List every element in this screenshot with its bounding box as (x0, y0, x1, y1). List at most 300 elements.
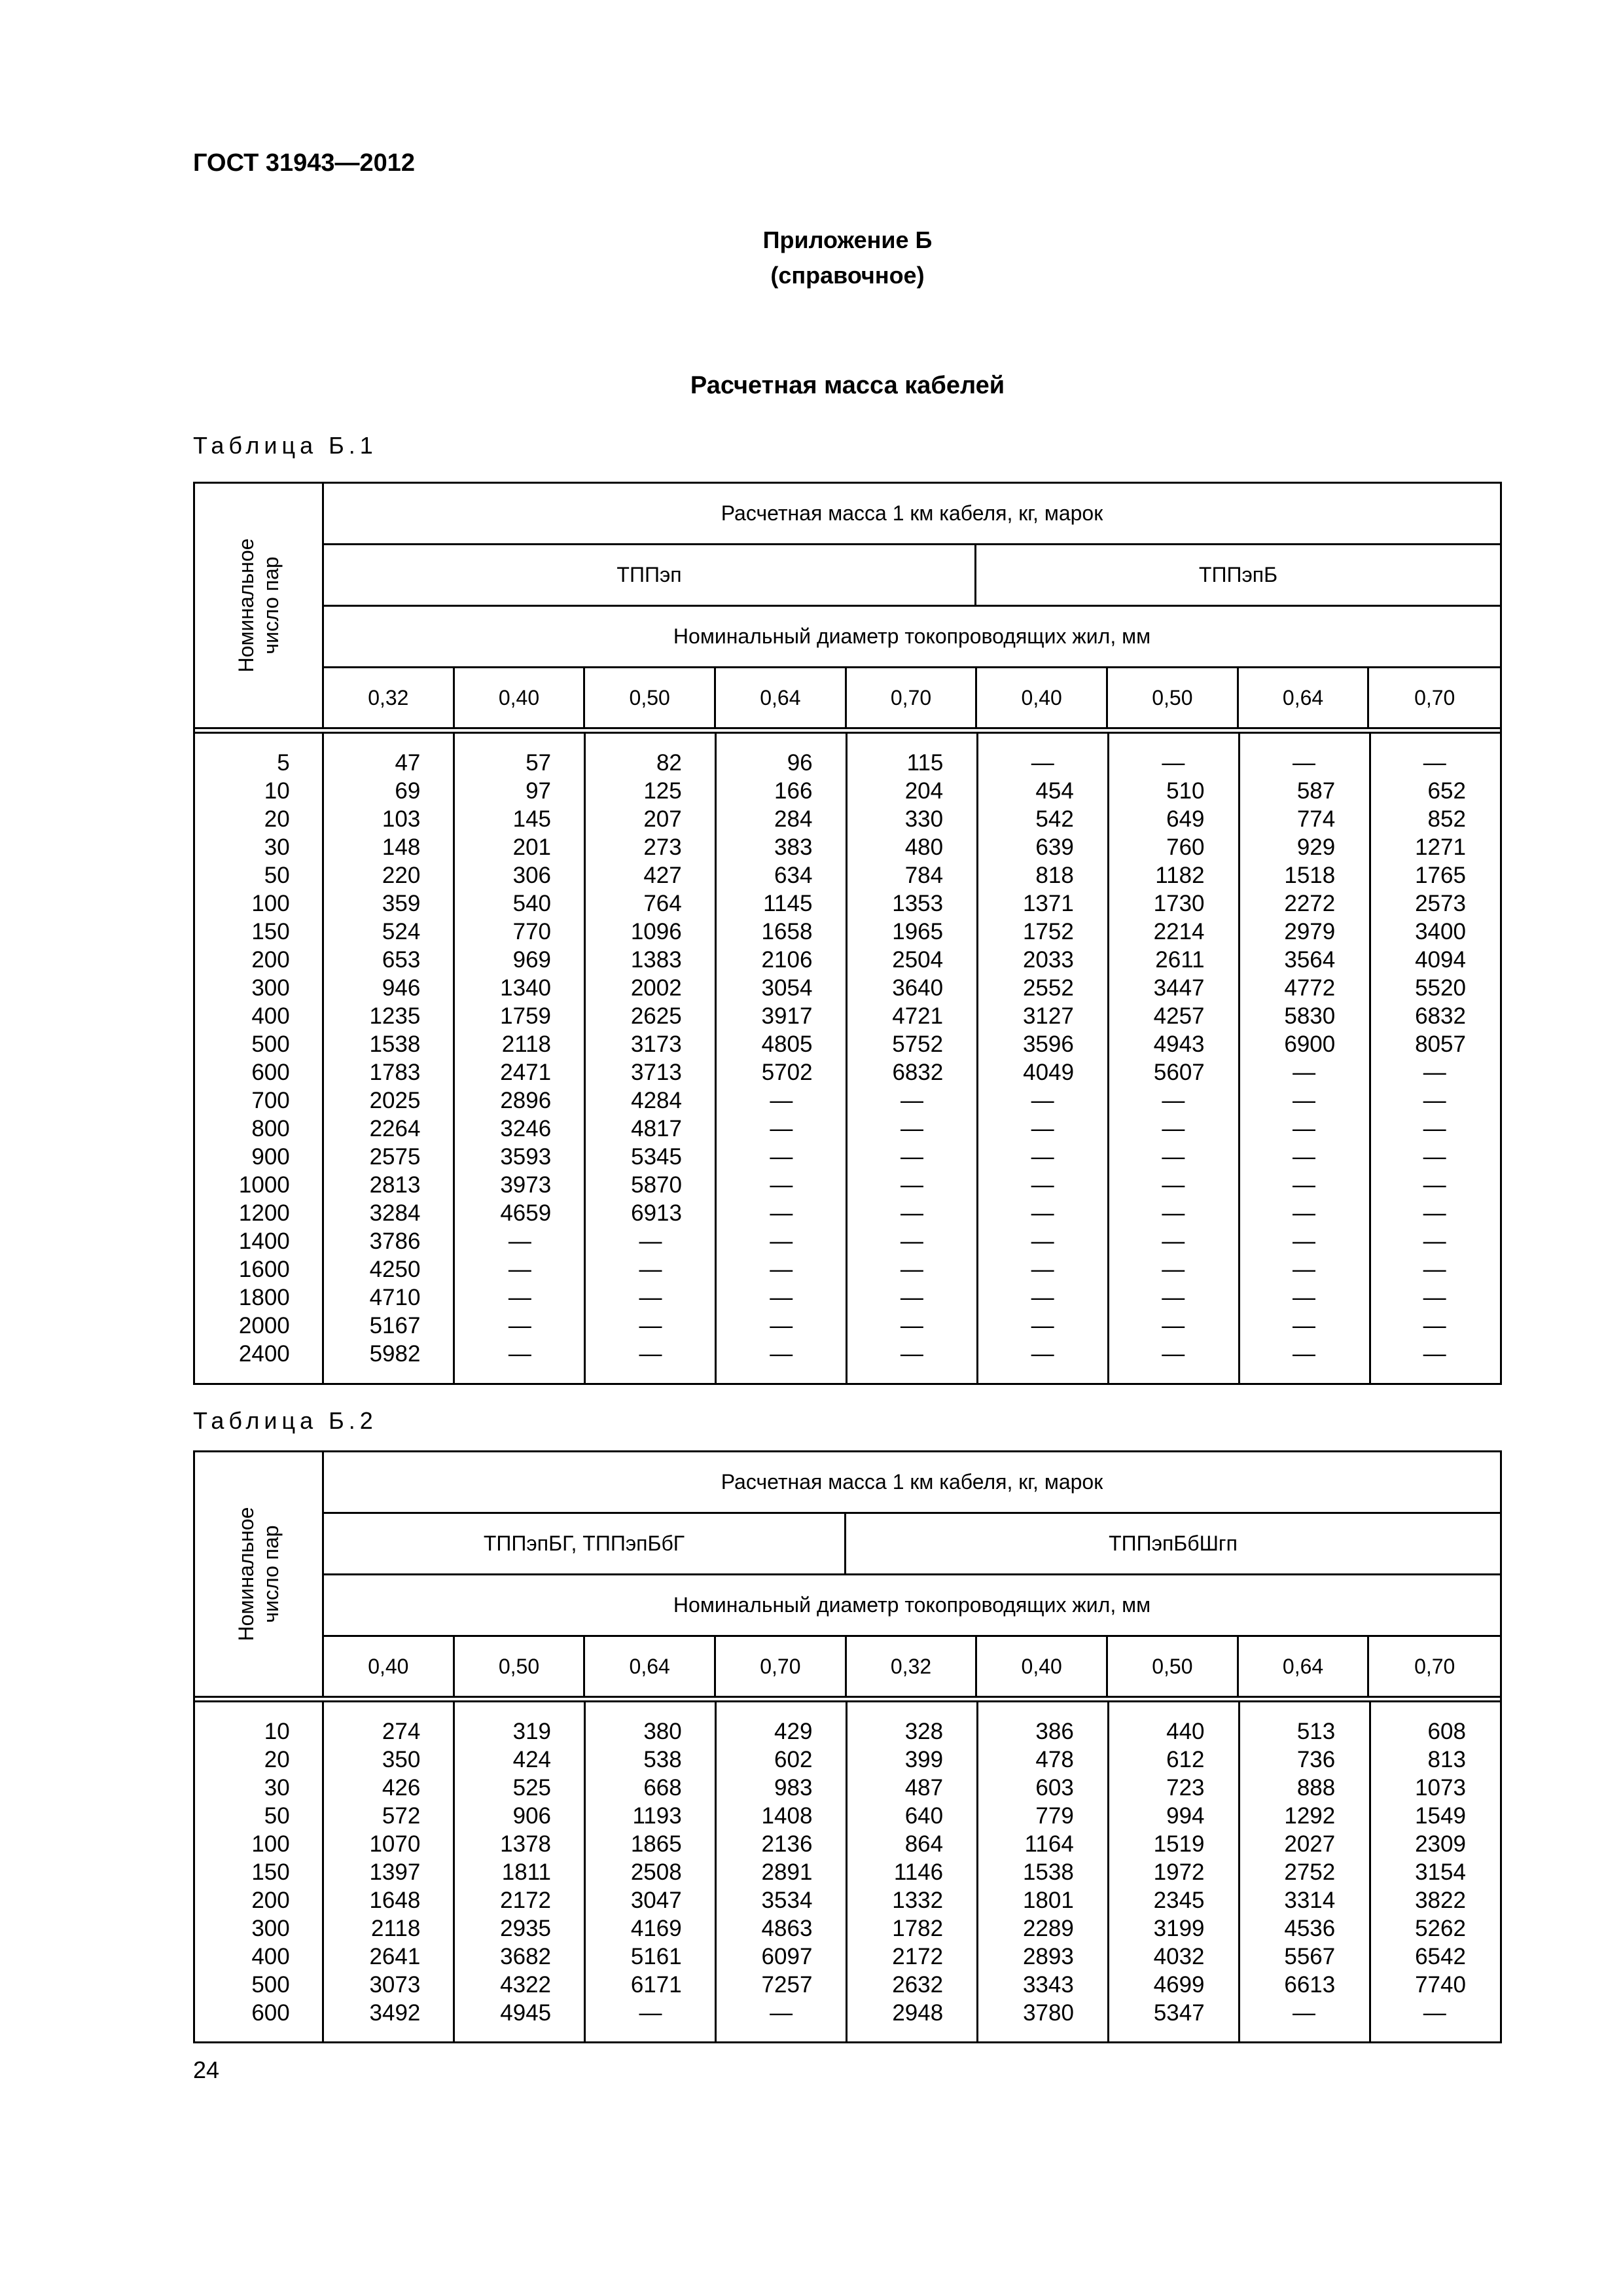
mass-cell: — (900, 1257, 923, 1282)
mass-cell: 4322 (500, 1972, 552, 1998)
table2-caption: Таблица Б.2 (193, 1407, 378, 1434)
mass-cell: 6097 (761, 1944, 813, 1969)
table-row (195, 1227, 1500, 1255)
mass-cell: 3447 (1153, 975, 1205, 1001)
mass-cell: 5347 (1153, 2000, 1205, 2026)
mass-cell: — (1292, 1257, 1315, 1282)
mass-cell: 3400 (1415, 919, 1466, 944)
mass-cell: 440 (1166, 1719, 1205, 1744)
mass-cell: 779 (1035, 1803, 1074, 1829)
table2-column-header: 0,40 (324, 1637, 455, 1696)
mass-cell: — (1292, 1285, 1315, 1310)
table2-brand-row (324, 1514, 1500, 1575)
pair-count-cell: 100 (251, 891, 290, 916)
pair-count-cell: 900 (251, 1144, 290, 1170)
mass-cell: — (770, 1116, 793, 1141)
mass-cell: 3492 (369, 2000, 421, 2026)
mass-cell: — (1293, 2000, 1316, 2026)
mass-cell: 1271 (1415, 834, 1466, 860)
table2-pairs-header-text: Номинальное число пар (234, 1507, 283, 1641)
pair-count-cell: 1400 (238, 1229, 290, 1254)
mass-cell: 3127 (1022, 1003, 1074, 1029)
table1-column-divider (322, 732, 324, 1383)
mass-cell: — (1162, 1172, 1185, 1198)
appendix-heading (0, 223, 1623, 293)
mass-cell: 3596 (1022, 1031, 1074, 1057)
table1-column-header: 0,70 (847, 668, 978, 727)
table1-column-divider (584, 732, 586, 1383)
mass-cell: 4943 (1153, 1031, 1205, 1057)
mass-cell: — (1162, 1313, 1185, 1338)
mass-cell: 5167 (369, 1313, 421, 1338)
mass-cell: 204 (904, 778, 944, 804)
table1-column-header: 0,50 (1108, 668, 1239, 727)
mass-cell: 6900 (1284, 1031, 1336, 1057)
mass-cell: 4817 (631, 1116, 682, 1141)
mass-cell: — (1423, 1200, 1446, 1226)
mass-cell: 888 (1296, 1775, 1336, 1801)
mass-cell: — (1031, 1172, 1054, 1198)
mass-cell: 652 (1427, 778, 1466, 804)
mass-cell: — (1162, 1285, 1185, 1310)
table-row (195, 805, 1500, 833)
table1-column-divider (1369, 732, 1371, 1383)
mass-cell: 1658 (761, 919, 813, 944)
mass-cell: — (1031, 1229, 1054, 1254)
table2-column-header: 0,70 (716, 1637, 847, 1696)
mass-cell: 1073 (1415, 1775, 1466, 1801)
mass-cell: 538 (643, 1747, 682, 1772)
mass-cell: 929 (1296, 834, 1336, 860)
pair-count-cell: 1800 (238, 1285, 290, 1310)
mass-cell: 813 (1427, 1747, 1466, 1772)
table-row (195, 918, 1500, 946)
table-row (195, 1886, 1500, 1914)
mass-cell: 510 (1166, 778, 1205, 804)
mass-cell: 4710 (369, 1285, 421, 1310)
mass-cell: 220 (382, 863, 421, 888)
table-row (195, 833, 1500, 861)
table1-pairs-header (195, 484, 324, 729)
mass-cell: 906 (512, 1803, 552, 1829)
mass-cell: 983 (774, 1775, 813, 1801)
mass-cell: 274 (382, 1719, 421, 1744)
mass-cell: 383 (774, 834, 813, 860)
mass-cell: — (1423, 1144, 1446, 1170)
pair-count-cell: 200 (251, 1888, 290, 1913)
mass-cell: 201 (512, 834, 552, 860)
mass-cell: 639 (1035, 834, 1074, 860)
table2 (193, 1450, 1502, 2043)
pair-count-cell: 2000 (238, 1313, 290, 1338)
pair-count-cell: 1600 (238, 1257, 290, 1282)
table2-column-header: 0,32 (847, 1637, 978, 1696)
mass-cell: — (770, 1229, 793, 1254)
mass-cell: 5607 (1153, 1060, 1205, 1085)
mass-cell: 1164 (1024, 1831, 1074, 1857)
mass-cell: 328 (904, 1719, 944, 1744)
table2-column-header: 0,70 (1414, 1654, 1455, 1678)
mass-cell: 3073 (369, 1972, 421, 1998)
table1-column-header: 0,70 (1414, 685, 1455, 709)
mass-cell: 5702 (761, 1060, 813, 1085)
mass-cell: — (639, 1341, 662, 1367)
table-row (195, 946, 1500, 974)
pair-count-cell: 200 (251, 947, 290, 973)
mass-cell: 4169 (630, 1916, 682, 1941)
table2-body (195, 1700, 1500, 2041)
mass-cell: 2632 (892, 1972, 944, 1998)
mass-cell: — (639, 1285, 662, 1310)
mass-cell: 103 (382, 806, 421, 832)
table2-column-divider (584, 1700, 586, 2041)
mass-cell: 47 (395, 750, 421, 776)
mass-cell: — (1423, 1088, 1446, 1113)
mass-cell: 572 (382, 1803, 421, 1829)
table1-column-divider (976, 732, 978, 1383)
table-row (195, 861, 1500, 889)
pair-count-cell: 300 (251, 975, 290, 1001)
table-row (195, 1030, 1500, 1058)
mass-cell: 6171 (630, 1972, 682, 1998)
mass-cell: — (1293, 1060, 1316, 1085)
mass-cell: 2935 (500, 1916, 552, 1941)
mass-cell: 634 (774, 863, 813, 888)
mass-cell: 649 (1166, 806, 1205, 832)
mass-cell: 3564 (1284, 947, 1336, 973)
mass-cell: 426 (382, 1775, 421, 1801)
mass-cell: 359 (382, 891, 421, 916)
mass-cell: — (770, 1088, 793, 1113)
mass-cell: 2504 (892, 947, 944, 973)
mass-cell: 2033 (1022, 947, 1074, 973)
mass-cell: 2002 (630, 975, 682, 1001)
mass-cell: — (1162, 1088, 1185, 1113)
mass-cell: 2575 (369, 1144, 421, 1170)
mass-cell: 1965 (892, 919, 944, 944)
table2-mass-header: Расчетная масса 1 км кабеля, кг, марок (324, 1452, 1500, 1514)
mass-cell: 3822 (1415, 1888, 1466, 1913)
mass-cell: — (770, 1341, 793, 1367)
mass-cell: — (1293, 1116, 1315, 1141)
mass-cell: 1383 (630, 947, 682, 973)
mass-cell: 2106 (761, 947, 813, 973)
pair-count-cell: 600 (251, 1060, 290, 1085)
pair-count-cell: 50 (264, 863, 290, 888)
mass-cell: 1182 (1155, 863, 1205, 888)
mass-cell: 2625 (630, 1003, 682, 1029)
mass-cell: — (1031, 1257, 1054, 1282)
mass-cell: 2136 (761, 1831, 813, 1857)
mass-cell: 1648 (369, 1888, 421, 1913)
pair-count-cell: 400 (251, 1003, 290, 1029)
mass-cell: 2471 (500, 1060, 552, 1085)
mass-cell: 770 (512, 919, 552, 944)
table-row (195, 1943, 1500, 1971)
pair-count-cell: 2400 (238, 1341, 290, 1367)
mass-cell: 1811 (501, 1859, 552, 1885)
mass-cell: 424 (512, 1747, 552, 1772)
mass-cell: 542 (1035, 806, 1074, 832)
mass-cell: — (508, 1313, 531, 1338)
mass-cell: 5262 (1415, 1916, 1466, 1941)
mass-cell: 4094 (1415, 947, 1466, 973)
mass-cell: 603 (1035, 1775, 1074, 1801)
mass-cell: 96 (787, 750, 813, 776)
mass-cell: 487 (904, 1775, 944, 1801)
mass-cell: 602 (774, 1747, 813, 1772)
table1 (193, 482, 1502, 1385)
mass-cell: 2118 (501, 1031, 552, 1057)
mass-cell: 969 (512, 947, 552, 973)
mass-cell: — (900, 1341, 923, 1367)
mass-cell: 166 (774, 778, 813, 804)
mass-cell: 3284 (369, 1200, 421, 1226)
mass-cell: — (1292, 1313, 1315, 1338)
mass-cell: 764 (643, 891, 682, 916)
table2-column-divider (322, 1700, 324, 2041)
pair-count-cell: 50 (264, 1803, 290, 1829)
table-row (195, 1002, 1500, 1030)
table-row (195, 1340, 1500, 1368)
mass-cell: 2752 (1284, 1859, 1336, 1885)
mass-cell: — (1031, 1088, 1054, 1113)
mass-cell: — (1031, 1116, 1054, 1141)
mass-cell: 784 (904, 863, 944, 888)
mass-cell: — (900, 1116, 923, 1141)
mass-cell: 774 (1296, 806, 1336, 832)
table1-pairs-header-text: Номинальное число пар (234, 538, 283, 673)
mass-cell: 4032 (1153, 1944, 1205, 1969)
mass-cell: — (1423, 1313, 1446, 1338)
table1-column-divider (1238, 732, 1240, 1383)
table2-brand-a: ТППэпБГ, ТППэпБбГ (324, 1514, 846, 1573)
mass-cell: 2172 (500, 1888, 552, 1913)
mass-cell: — (770, 1285, 793, 1310)
mass-cell: 5982 (369, 1341, 421, 1367)
mass-cell: — (1162, 1229, 1185, 1254)
mass-cell: 668 (643, 1775, 682, 1801)
mass-cell: 1096 (630, 919, 682, 944)
mass-cell: — (770, 1144, 793, 1170)
mass-cell: 1538 (369, 1031, 421, 1057)
mass-cell: 1235 (369, 1003, 421, 1029)
table2-column-divider (1238, 1700, 1240, 2041)
mass-cell: 1397 (369, 1859, 421, 1885)
mass-cell: — (900, 1172, 923, 1198)
mass-cell: 427 (643, 863, 682, 888)
mass-cell: 4721 (892, 1003, 944, 1029)
table2-column-divider (846, 1700, 847, 2041)
table-row (195, 974, 1500, 1002)
table1-brand-b: ТППэпБ (1198, 563, 1278, 586)
mass-cell: 994 (1166, 1803, 1205, 1829)
mass-cell: 3047 (630, 1888, 682, 1913)
mass-cell: 2027 (1284, 1831, 1336, 1857)
pair-count-cell: 5 (277, 750, 290, 776)
pair-count-cell: 800 (251, 1116, 290, 1141)
mass-cell: 3054 (761, 975, 813, 1001)
mass-cell: 612 (1166, 1747, 1205, 1772)
table-row (195, 1971, 1500, 1999)
pair-count-cell: 150 (251, 1859, 290, 1885)
mass-cell: 5752 (892, 1031, 944, 1057)
mass-cell: — (900, 1200, 923, 1226)
mass-cell: — (639, 1229, 662, 1254)
pair-count-cell: 400 (251, 1944, 290, 1969)
mass-cell: — (770, 1200, 793, 1226)
pair-count-cell: 1200 (238, 1200, 290, 1226)
mass-cell: 864 (904, 1831, 944, 1857)
table1-diameter-header: Номинальный диаметр токопроводящих жил, мм (324, 607, 1500, 668)
table1-column-header: 0,40 (977, 668, 1108, 727)
table1-column-header: 0,64 (716, 668, 847, 727)
mass-cell: 82 (656, 750, 682, 776)
mass-cell: — (1293, 1144, 1315, 1170)
mass-cell: 5345 (631, 1144, 682, 1170)
mass-cell: — (639, 1313, 662, 1338)
table2-column-header: 0,64 (585, 1637, 716, 1696)
table-row (195, 1058, 1500, 1086)
mass-cell: 4257 (1153, 1003, 1205, 1029)
table2-column-headers (324, 1637, 1500, 1698)
mass-cell: — (1423, 1229, 1446, 1254)
mass-cell: 1782 (892, 1916, 944, 1941)
pair-count-cell: 1000 (238, 1172, 290, 1198)
mass-cell: — (900, 1088, 923, 1113)
mass-cell: 3199 (1153, 1916, 1205, 1941)
mass-cell: 946 (382, 975, 421, 1001)
mass-cell: 478 (1035, 1747, 1074, 1772)
table1-column-header: 0,50 (585, 668, 716, 727)
mass-cell: 2118 (371, 1916, 421, 1941)
mass-cell: 6832 (1415, 1003, 1466, 1029)
mass-cell: 2264 (369, 1116, 421, 1141)
mass-cell: 1193 (632, 1803, 682, 1829)
table2-column-header: 0,50 (1108, 1637, 1239, 1696)
mass-cell: 2508 (630, 1859, 682, 1885)
mass-cell: 525 (512, 1775, 552, 1801)
mass-cell: 5567 (1284, 1944, 1336, 1969)
mass-cell: 4772 (1284, 975, 1336, 1001)
mass-cell: 1371 (1022, 891, 1074, 916)
table2-column-header: 0,64 (1239, 1637, 1370, 1696)
table1-column-header: 0,32 (324, 668, 455, 727)
section-title: Расчетная масса кабелей (690, 372, 1005, 399)
mass-cell: 4699 (1153, 1972, 1205, 1998)
mass-cell: 3343 (1022, 1972, 1074, 1998)
table1-column-header: 0,40 (455, 668, 586, 727)
mass-cell: 2891 (761, 1859, 813, 1885)
mass-cell: 480 (904, 834, 944, 860)
mass-cell: 760 (1166, 834, 1205, 860)
mass-cell: — (1162, 1341, 1185, 1367)
table1-body (195, 732, 1500, 1383)
table-row (195, 749, 1500, 777)
mass-cell: 2214 (1153, 919, 1205, 944)
table-row (195, 1746, 1500, 1774)
pair-count-cell: 10 (264, 778, 290, 804)
table1-brand-a: ТППэп (324, 545, 976, 605)
mass-cell: 1519 (1153, 1831, 1205, 1857)
table-row (195, 889, 1500, 918)
mass-cell: — (1293, 1172, 1315, 1198)
table2-column-divider (453, 1700, 455, 2041)
mass-cell: 284 (774, 806, 813, 832)
mass-cell: — (900, 1229, 923, 1254)
table-row (195, 1802, 1500, 1830)
mass-cell: — (1293, 1088, 1315, 1113)
table1-column-divider (1107, 732, 1109, 1383)
mass-cell: 8057 (1415, 1031, 1466, 1057)
mass-cell: — (1423, 1116, 1446, 1141)
mass-cell: 125 (643, 778, 682, 804)
mass-cell: 1972 (1153, 1859, 1205, 1885)
mass-cell: 429 (774, 1719, 813, 1744)
table1-mass-header: Расчетная масса 1 км кабеля, кг, марок (324, 484, 1500, 545)
mass-cell: 1146 (893, 1859, 944, 1885)
mass-cell: 2979 (1284, 919, 1336, 944)
appendix-subtitle: (справочное) (770, 262, 925, 289)
mass-cell: 350 (382, 1747, 421, 1772)
table2-brand-b: ТППэпБбШгп (1109, 1532, 1238, 1555)
mass-cell: 319 (512, 1719, 552, 1744)
pair-count-cell: 500 (251, 1972, 290, 1998)
mass-cell: 723 (1166, 1775, 1205, 1801)
table1-column-divider (846, 732, 847, 1383)
mass-cell: 4284 (631, 1088, 682, 1113)
table1-column-divider (453, 732, 455, 1383)
mass-cell: — (1423, 750, 1446, 776)
pair-count-cell: 20 (264, 1747, 290, 1772)
mass-cell: 4250 (369, 1257, 421, 1282)
mass-cell: 386 (1035, 1719, 1074, 1744)
table-row (195, 1312, 1500, 1340)
mass-cell: 1332 (892, 1888, 944, 1913)
mass-cell: 2272 (1284, 891, 1336, 916)
mass-cell: 1145 (763, 891, 813, 916)
mass-cell: 3780 (1023, 2000, 1074, 2026)
mass-cell: 3534 (761, 1888, 813, 1913)
mass-cell: 3682 (500, 1944, 552, 1969)
mass-cell: 97 (526, 778, 552, 804)
table1-column-header: 0,64 (1239, 668, 1370, 727)
mass-cell: — (508, 1285, 531, 1310)
mass-cell: — (1423, 2000, 1446, 2026)
mass-cell: 2025 (369, 1088, 421, 1113)
pair-count-cell: 600 (251, 2000, 290, 2026)
mass-cell: 306 (512, 863, 552, 888)
mass-cell: — (1423, 1257, 1446, 1282)
mass-cell: 587 (1296, 778, 1336, 804)
mass-cell: — (1293, 750, 1316, 776)
mass-cell: 1538 (1022, 1859, 1074, 1885)
mass-cell: — (770, 1257, 793, 1282)
table-row (195, 1143, 1500, 1171)
mass-cell: 1292 (1284, 1803, 1336, 1829)
mass-cell: 2309 (1415, 1831, 1466, 1857)
mass-cell: 4049 (1023, 1060, 1075, 1085)
mass-cell: — (1162, 750, 1185, 776)
mass-cell: — (1162, 1144, 1185, 1170)
mass-cell: 3917 (761, 1003, 813, 1029)
pair-count-cell: 20 (264, 806, 290, 832)
mass-cell: 6542 (1415, 1944, 1466, 1969)
mass-cell: 1340 (500, 975, 552, 1001)
mass-cell: — (900, 1144, 923, 1170)
mass-cell: 148 (382, 834, 421, 860)
mass-cell: 1070 (369, 1831, 421, 1857)
